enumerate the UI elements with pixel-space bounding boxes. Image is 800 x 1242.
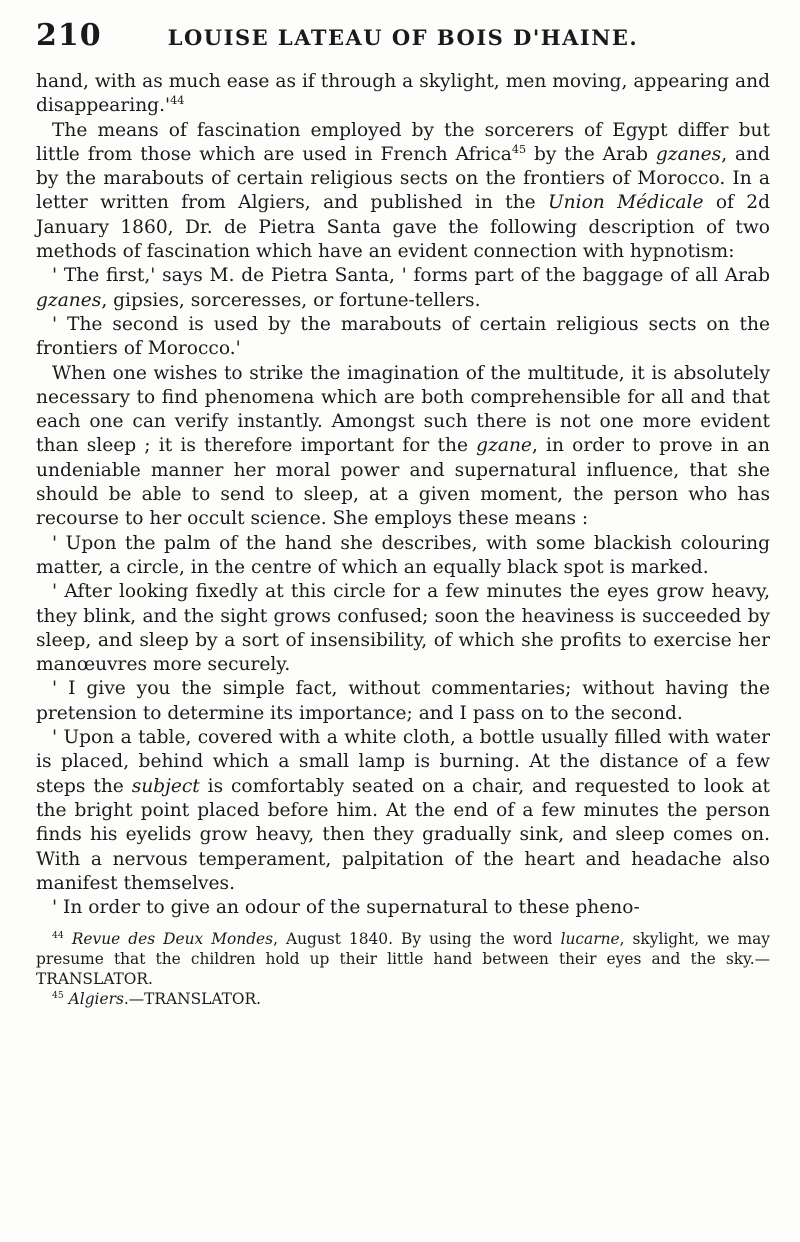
footnote-marker: 45: [511, 142, 527, 156]
paragraph: [36, 580, 770, 677]
italic-text: Union Médicale: [547, 192, 704, 214]
italic-text: Revue des Deux Mondes: [71, 930, 274, 949]
paragraph: [36, 313, 770, 362]
page-header: [36, 18, 770, 58]
footnote-marker: 45: [52, 989, 64, 1001]
text-run: ' I give you the simple fact, without commentaries; without having the pretension to determine its importance; and I pass on to the second.: [36, 678, 770, 724]
body-text: [36, 70, 770, 920]
italic-text: Algiers: [68, 989, 124, 1008]
italic-text: gzane: [476, 435, 532, 457]
paragraph: [36, 264, 770, 313]
paragraph: [36, 119, 770, 265]
running-head: LOUISE LATEAU OF BOIS D'HAINE.: [167, 25, 639, 50]
text-run: is comfortably seated on a chair, and requested to look at the bright point placed before him. At the end of a few minutes the person finds his eyelids grow heavy, then they gradually sink, and sleep comes on. With a nervous temperament, palpitation of the heart and headache also manifest themselves.: [36, 775, 771, 894]
text-run: The means of fascination employed by the sorcerers of Egypt differ but little from those which are used in French Africa: [36, 119, 770, 165]
text-run: [64, 930, 72, 948]
text-run: hand, with as much ease as if through a skylight, men moving, appearing and disappearing.': [36, 71, 770, 117]
paragraph: [36, 532, 770, 581]
paragraph: [36, 677, 770, 726]
page-number: 210: [36, 18, 102, 53]
footnote-marker: 44: [52, 930, 64, 942]
text-run: , skylight, we may presume that the children hold up their little hand between their eyes and the sky.—TRANSLATOR.: [36, 930, 770, 988]
text-run: ' Upon a table, covered with a white cloth, a bottle usually filled with water is placed, behind which a small lamp is burning. At the distance of a few steps the: [36, 727, 770, 797]
text-run: ' After looking fixedly at this circle for a few minutes the eyes grow heavy, they blink, and the sight grows confused; soon the heaviness is succeeded by sleep, and sleep by a sort of insensibility, of which she profits to exercise her manœuvres more securely.: [36, 581, 770, 676]
text-run: , August 1840. By using the word: [273, 930, 561, 949]
text-run: ' The second is used by the marabouts of certain religious sects on the frontiers of Morocco.': [36, 313, 770, 360]
text-run: , in order to prove in an undeniable manner her moral power and supernatural influence, that she should be able to send to sleep, at a given moment, the person who has recourse to her occult science. She employs these means :: [36, 435, 770, 530]
footnotes: [36, 930, 770, 1009]
italic-text: gzanes: [655, 143, 722, 165]
italic-text: gzanes: [36, 289, 102, 311]
paragraph: [36, 362, 770, 532]
italic-text: lucarne: [560, 930, 620, 949]
text-run: When one wishes to strike the imagination of the multitude, it is absolutely necessary to find phenomena which are both comprehensible for all and that each one can verify instantly. Amongst such there is not one more evident than sleep ; it is therefore important for the: [36, 362, 770, 457]
text-run: ' In order to give an odour of the supernatural to these pheno-: [52, 897, 640, 919]
text-run: .—TRANSLATOR.: [123, 989, 261, 1008]
text-run: of 2d January 1860, Dr. de Pietra Santa gave the following description of two methods of fascination which have an evident connection with hypnotism:: [36, 192, 770, 263]
italic-text: subject: [131, 775, 200, 797]
text-run: by the Arab: [526, 143, 656, 165]
text-run: , and by the marabouts of certain religious sects on the frontiers of Morocco. In a letter written from Algiers, and published in the: [36, 143, 770, 214]
paragraph: [36, 70, 770, 119]
text-run: , gipsies, sorceresses, or fortune-tellers.: [101, 289, 481, 311]
paragraph: [36, 726, 770, 896]
footnote: [36, 990, 770, 1010]
footnote: [36, 930, 770, 989]
text-run: ' Upon the palm of the hand she describes, with some blackish colouring matter, a circle, in the centre of which an equally black spot is marked.: [36, 532, 770, 578]
paragraph: [36, 896, 770, 920]
text-run: ' The first,' says M. de Pietra Santa, ' forms part of the baggage of all Arab: [52, 265, 770, 287]
footnote-marker: 44: [170, 94, 185, 108]
